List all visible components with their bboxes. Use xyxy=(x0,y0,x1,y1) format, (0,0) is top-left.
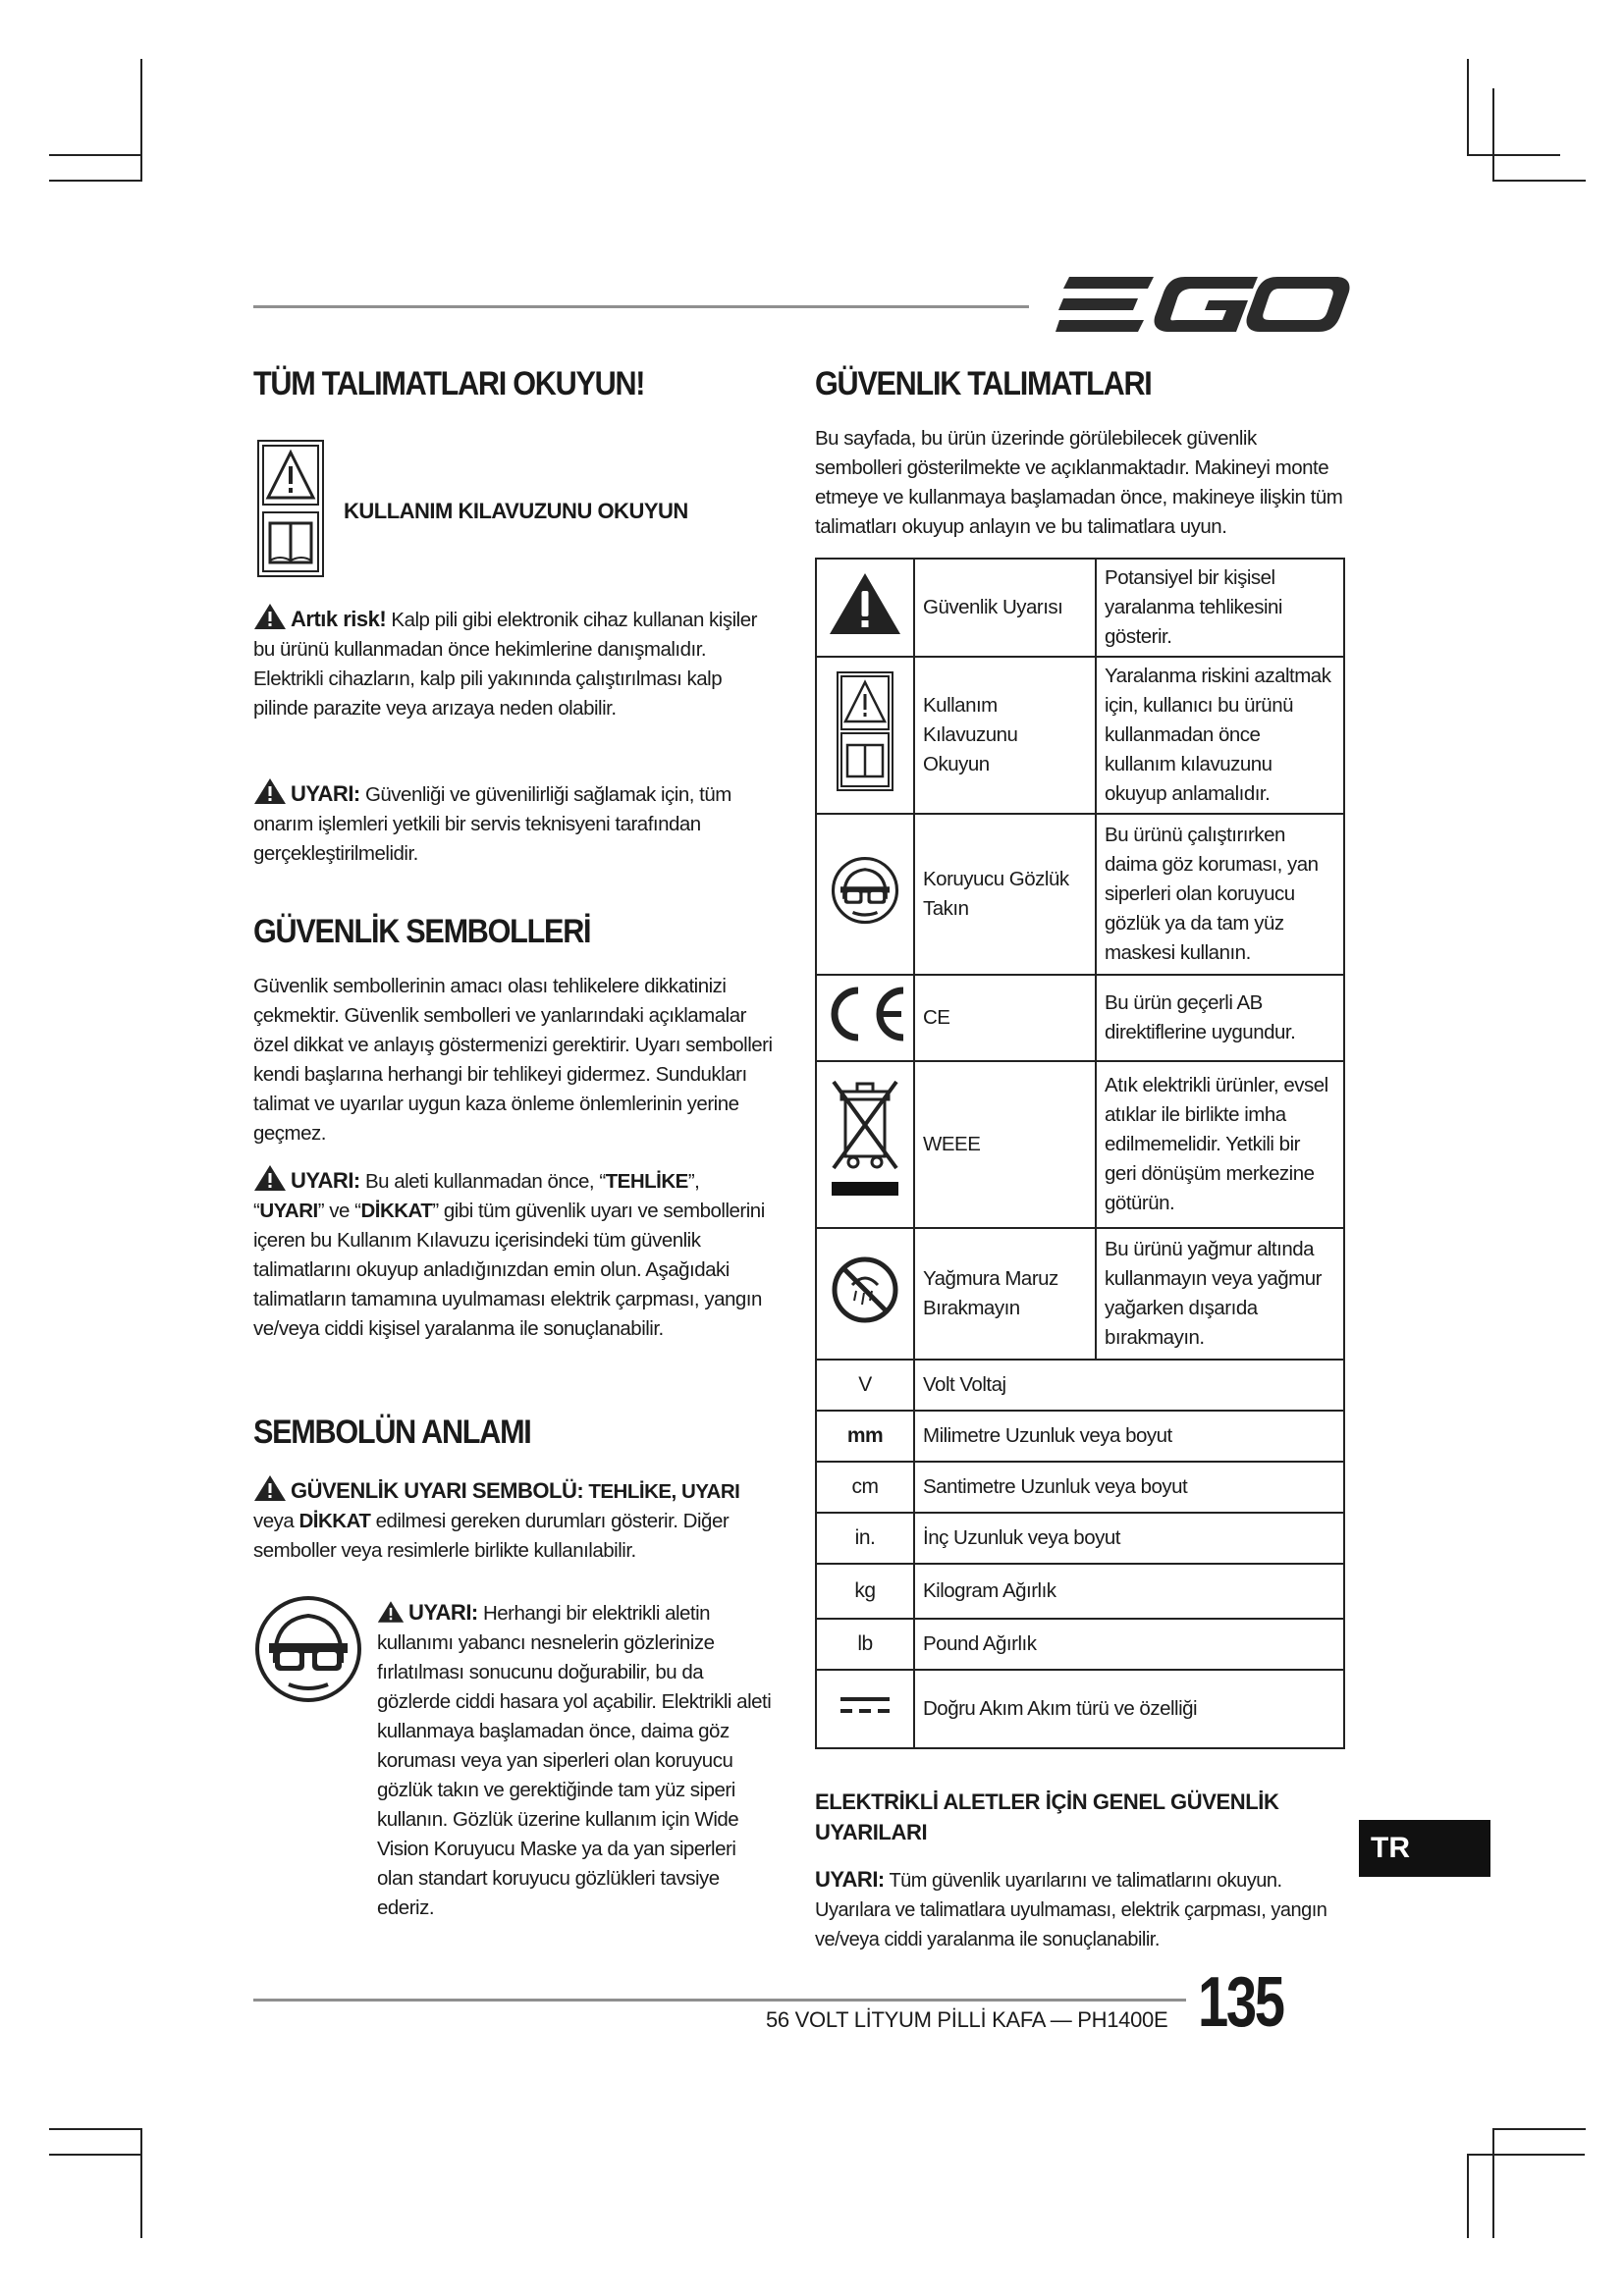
unit-symbol: V xyxy=(816,1360,914,1411)
safety-instructions-heading: GÜVENLIK TALIMATLARI xyxy=(815,365,1152,402)
table-row xyxy=(816,1360,1344,1411)
table-row xyxy=(816,1564,1344,1619)
unit-symbol: mm xyxy=(816,1411,914,1462)
symbol-description: Bu ürünü yağmur altında kullanmayın veya yağmur yağarken dışarıda bırakmayın. xyxy=(1096,1228,1344,1360)
symbol-description: Bu ürün geçerli AB direktiflerine uygundur. xyxy=(1096,975,1344,1061)
crop-mark xyxy=(140,2128,142,2238)
unit-symbol: cm xyxy=(816,1462,914,1513)
read-manual-symbol xyxy=(257,440,324,577)
crop-mark xyxy=(49,154,142,156)
table-row xyxy=(816,1513,1344,1564)
general-safety-heading: ELEKTRİKLİ ALETLER İÇİN GENEL GÜVENLİK UYARILARI xyxy=(815,1789,1279,1844)
left-column xyxy=(253,365,774,403)
symbol-name: WEEE xyxy=(914,1061,1096,1228)
unit-symbol: in. xyxy=(816,1513,914,1564)
unit-description: Milimetre Uzunluk veya boyut xyxy=(914,1411,1344,1462)
crop-mark xyxy=(1467,2154,1585,2156)
read-instructions-warning: UYARI: Bu aleti kullanmadan önce, “TEHLİKE”, “UYARI” ve “DİKKAT” gibi tüm güvenlik uyarı ve sembollerini içeren bu Kullanım Kılavuzu içerisindeki tüm güvenlik talimatlarını okuyup anladığınızdan emin olun. Aşağıdaki talimatların tamamına uyulmaması elektrik çarpması, yangın ve/veya ciddi kişisel yaralanma ile sonuçlanabilir. xyxy=(253,1164,774,1344)
symbol-meaning-paragraph: GÜVENLİK UYARI SEMBOLÜ: TEHLİKE, UYARI veya DİKKAT edilmesi gereken durumları gösterir. Diğer semboller veya resimlerle birlikte kullanılabilir. xyxy=(253,1474,774,1566)
table-row xyxy=(816,1619,1344,1670)
warning-triangle-icon xyxy=(253,603,287,630)
book-icon xyxy=(262,511,319,572)
unit-symbol: lb xyxy=(816,1619,914,1670)
ce-mark-icon xyxy=(821,985,909,1043)
symbol-name: Güvenlik Uyarısı xyxy=(914,559,1096,657)
read-manual-label: KULLANIM KILAVUZUNU OKUYUN xyxy=(344,499,688,523)
symbol-description: Bu ürünü çalıştırırken daima göz koruması, yan siperleri olan koruyucu gözlük ya da tam yüz maskesi kullanın. xyxy=(1096,814,1344,975)
crop-mark xyxy=(1492,2128,1494,2238)
crop-mark xyxy=(1492,88,1494,182)
read-all-heading: TÜM TALIMATLARI OKUYUN! xyxy=(253,365,645,402)
safety-symbols-heading: GÜVENLİK SEMBOLLERİ xyxy=(253,913,591,950)
footer-product-name: 56 VOLT LİTYUM PİLLİ KAFA — PH1400E xyxy=(766,2007,1168,2032)
goggle-warning-paragraph: UYARI: Herhangi bir elektrikli aletin kullanımı yabancı nesnelerin gözlerinize fırlatılması sonucunu doğurabilir, bu da gözlerde ciddi hasara yol açabilir. Elektrikli aleti kullanmaya başlamadan önce, daima göz koruması veya yan siperleri olan koruyucu gözlük takın ve gerektiğinde tam yüz siperi kullanın. Gözlük üzerine kullanım için Wide Vision Koruyucu Maske ya da yan siperleri olan standart koruyucu gözlükleri tavsiye ederiz. xyxy=(377,1600,772,1919)
crop-mark xyxy=(49,2154,142,2156)
dc-current-icon xyxy=(839,1693,892,1717)
symbol-name: Kullanım Kılavuzunu Okuyun xyxy=(914,657,1096,814)
warning-triangle-icon xyxy=(377,1600,405,1624)
table-row xyxy=(816,1228,1344,1360)
crop-mark xyxy=(49,180,142,182)
service-warning-paragraph: UYARI: Güvenliği ve güvenilirliği sağlamak için, tüm onarım işlemleri yetkili bir servis teknisyeni tarafından gerçekleştirilmelidir. xyxy=(253,777,774,869)
page-number: 135 xyxy=(1198,1963,1283,2042)
weee-bin-icon xyxy=(826,1072,904,1209)
table-row xyxy=(816,657,1344,814)
unit-symbol: kg xyxy=(816,1564,914,1619)
warning-triangle-icon xyxy=(253,1474,287,1502)
symbol-description: Atık elektrikli ürünler, evsel atıklar ile birlikte imha edilmemelidir. Yetkili bir geri dönüşüm merkezine götürün. xyxy=(1096,1061,1344,1228)
symbol-name: Yağmura Maruz Bırakmayın xyxy=(914,1228,1096,1360)
symbol-name: Koruyucu Gözlük Takın xyxy=(914,814,1096,975)
no-rain-icon xyxy=(831,1255,899,1324)
safety-goggles-icon xyxy=(253,1594,363,1704)
header-rule xyxy=(253,305,1029,308)
read-manual-icon xyxy=(836,670,894,792)
unit-description: Santimetre Uzunluk veya boyut xyxy=(914,1462,1344,1513)
crop-mark xyxy=(1492,2128,1586,2130)
safety-goggles-icon xyxy=(831,856,899,925)
table-row xyxy=(816,1061,1344,1228)
symbol-description: Yaralanma riskini azaltmak için, kullanıcı bu ürünü kullanmadan önce kullanım kılavuzunu okuyup anlamalıdır. xyxy=(1096,657,1344,814)
table-row xyxy=(816,1670,1344,1748)
general-safety-warning: UYARI: Tüm güvenlik uyarılarını ve talimatlarını okuyun. Uyarılara ve talimatlara uyulmaması, elektrik çarpması, yangın ve/veya ciddi yaralanma ile sonuçlanabilir. xyxy=(815,1867,1327,1950)
table-row xyxy=(816,975,1344,1061)
warning-triangle-icon xyxy=(253,777,287,805)
language-tab: TR xyxy=(1359,1820,1490,1877)
table-row xyxy=(816,814,1344,975)
symbols-intro-paragraph: Güvenlik sembollerinin amacı olası tehlikelere dikkatinizi çekmektir. Güvenlik sembolleri ve yanlarındaki açıklamalar özel dikkat ve anlayış göstermenizi gerektirir. Uyarı sembolleri kendi başlarına herhangi bir tehlikeyi gidermez. Sundukları talimat ve uyarılar uygun kaza önleme önlemlerinin yerine geçmez. xyxy=(253,975,773,1145)
unit-description: Volt Voltaj xyxy=(914,1360,1344,1411)
crop-mark xyxy=(1467,2154,1469,2238)
safety-instructions-intro: Bu sayfada, bu ürün üzerinde görülebilecek güvenlik sembolleri gösterilmekte ve açıklanmaktadır. Makineyi monte etmeye ve kullanmaya başlamadan önce, makineye ilişkin tüm talimatları okuyup anlayın ve bu talimatlara uyun. xyxy=(815,427,1343,538)
unit-description: Kilogram Ağırlık xyxy=(914,1564,1344,1619)
unit-description: Doğru Akım Akım türü ve özelliği xyxy=(914,1670,1344,1748)
table-row xyxy=(816,1462,1344,1513)
crop-mark xyxy=(140,59,142,181)
unit-description: Pound Ağırlık xyxy=(914,1619,1344,1670)
symbol-meaning-heading: SEMBOLÜN ANLAMI xyxy=(253,1414,531,1451)
crop-mark xyxy=(1492,180,1586,182)
crop-mark xyxy=(1467,59,1469,155)
crop-mark xyxy=(49,2128,142,2130)
crop-mark xyxy=(1467,154,1560,156)
symbols-table xyxy=(815,558,1345,1749)
warning-triangle-icon xyxy=(253,1164,287,1192)
footer-rule xyxy=(253,1999,1186,2002)
table-row xyxy=(816,559,1344,657)
symbol-description: Potansiyel bir kişisel yaralanma tehlikesini gösterir. xyxy=(1096,559,1344,657)
residual-risk-paragraph: Artık risk! Kalp pili gibi elektronik cihaz kullanan kişiler bu ürünü kullanmadan önce hekimlerine danışmalıdır. Elektrikli cihazların, kalp pili yakınında çalıştırılması kalp pilinde parazite veya arızaya neden olabilir. xyxy=(253,603,774,723)
warning-triangle-icon xyxy=(262,445,319,506)
ego-logo xyxy=(1056,273,1350,338)
warning-triangle-icon xyxy=(828,571,902,636)
table-row xyxy=(816,1411,1344,1462)
unit-description: İnç Uzunluk veya boyut xyxy=(914,1513,1344,1564)
symbol-name: CE xyxy=(914,975,1096,1061)
